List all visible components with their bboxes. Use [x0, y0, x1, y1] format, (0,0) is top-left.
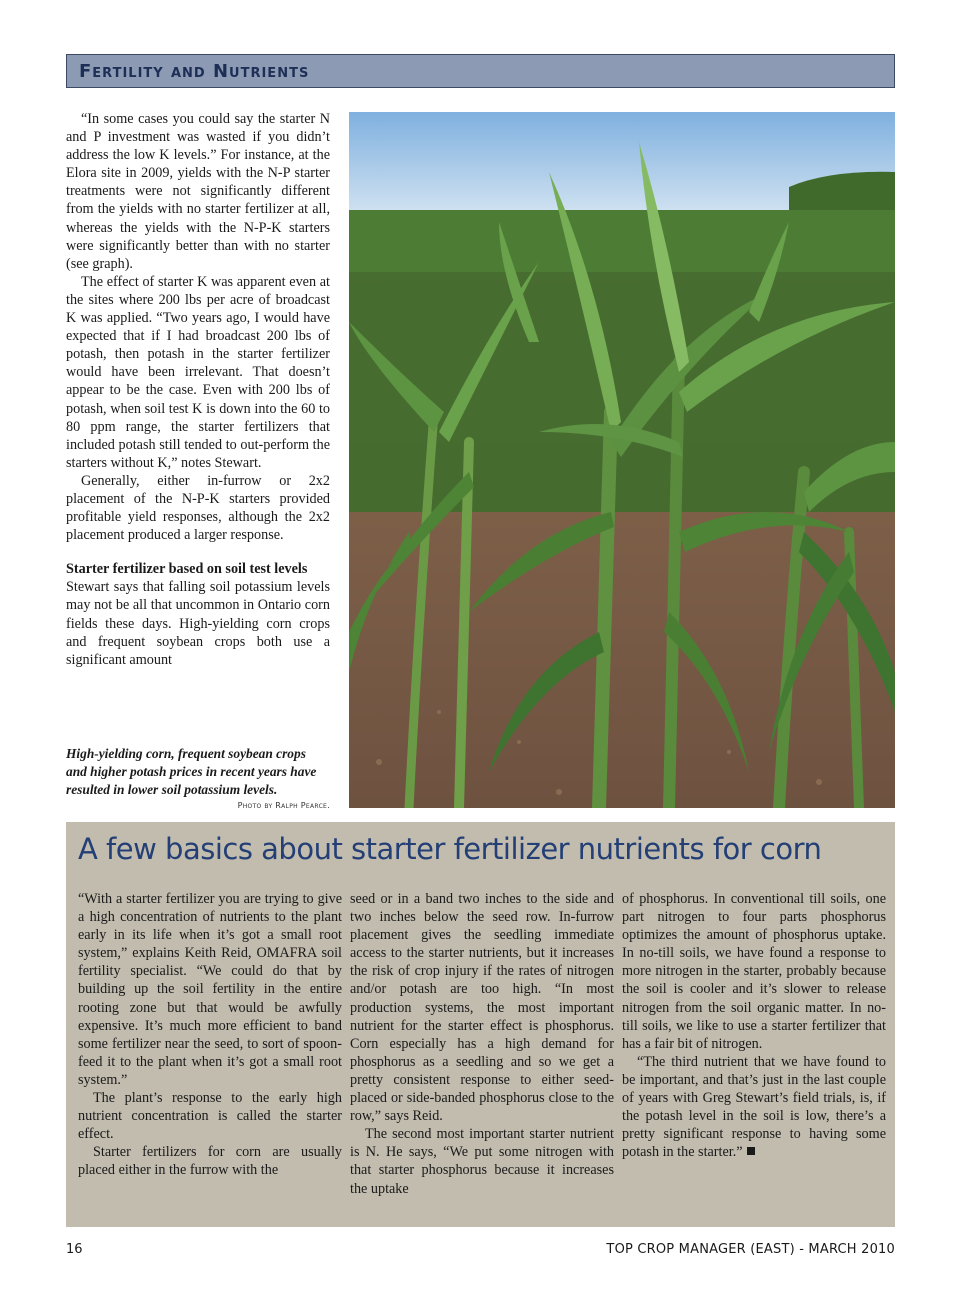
sidebar-box	[66, 822, 895, 1227]
publication-footer: TOP CROP MANAGER (EAST) - MARCH 2010	[606, 1242, 895, 1257]
sidebar-title: A few basics about starter fertilizer nutrients for corn	[78, 832, 822, 866]
section-header-bar	[66, 54, 895, 88]
left-paragraph-2: The effect of starter K was apparent even at the sites where 200 lbs per acre of broadcast K was applied. “Two years ago, I would have expected that if I had broadcast 200 lbs of potash, then potash in the starter fertilizer would have been irrelevant. That doesn’t appear to be the case. Even with 200 lbs of potash, when soil test K is down into the 60 to 80 ppm range, the starter fertilizers that included potash still tended to out-perform the starters without K,” notes Stewart.	[66, 273, 330, 471]
page-number: 16	[66, 1242, 83, 1257]
corn-field-photo	[349, 112, 895, 808]
sidebar-col2-paragraph-1: seed or in a band two inches to the side and two inches below the seed row. In-furrow placement gives the seedling immediate access to the starter nutrients, but it increases the risk of crop injury if the rates of nitrogen and/or potash are too high. “In most production systems, the most important nutrient for the starter effect is phosphorus. Corn especially has a high demand for phosphorus as a seedling and so we get a pretty consistent response to either seed-placed or side-banded phosphorus close to the row,” says Reid.	[350, 891, 614, 1125]
left-paragraph-4: Stewart says that falling soil potassium levels may not be all that uncommon in Ontario corn fields these days. High-yielding corn crops and frequent soybean crops both use a significant amount	[66, 579, 330, 668]
sidebar-col1-paragraph-1: “With a starter fertilizer you are trying to give a high concentration of nutrients to the plant early in its life when it’s got a small root system,” explains Keith Reid, OMAFRA soil fertility specialist. “We could do that by building up the soil fertility in the entire rooting zone but that would be awfully expensive. It’s much more efficient to band some fertilizer near the seed, to sort of spoon-feed it to the plant when it’s got a small root system.”	[78, 891, 342, 1088]
sidebar-col3-paragraph-1: of phosphorus. In conventional till soils, one part nitrogen to four parts phosphorus optimizes the amount of phosphorus uptake. In no-till soils, we have found a response to more nitrogen in the starter, probably because the soil is cooler and it’s slower to release nitrogen from the soil organic matter. In no-till soils, we like to use a starter fertilizer that has a fair bit of nitrogen.	[622, 891, 886, 1052]
photo-caption: High-yielding corn, frequent soybean crops and higher potash prices in recent years have resulted in lower soil potassium levels.	[66, 746, 317, 797]
sidebar-column-2	[350, 890, 614, 1198]
sidebar-col3-paragraph-2	[622, 1053, 886, 1162]
photo-credit: Photo by Ralph Pearce.	[237, 801, 330, 810]
left-article-column	[66, 110, 330, 669]
left-paragraph-1: “In some cases you could say the starter N and P investment was wasted if you didn’t address the low K levels.” For instance, at the Elora site in 2009, yields with the N-P starter treatments were not significantly different from the yields with no starter fertilizer at all, whereas the yields with the N-P-K starters were significantly better than with no starter (see graph).	[66, 111, 330, 272]
sidebar-column-3	[622, 890, 886, 1161]
sidebar-col1-paragraph-2: The plant’s response to the early high nutrient concentration is called the starter effect.	[78, 1090, 342, 1143]
sidebar-col3-paragraph-2-text: “The third nutrient that we have found to be important, and that’s just in the last couple of years with Greg Stewart’s field trials, is, if the potash level in the soil is low, there’s a pretty significant response to having some potash in the starter.”	[622, 1053, 886, 1161]
left-paragraph-3: Generally, either in-furrow or 2x2 placement of the N-P-K starters provided profitable yield responses, although the 2x2 placement produced a larger response.	[66, 472, 330, 544]
end-mark-icon	[747, 1147, 755, 1155]
sidebar-column-1	[78, 890, 342, 1180]
section-header-title: Fertility and Nutrients	[79, 61, 310, 82]
sidebar-col2-paragraph-2: The second most important starter nutrient is N. He says, “We put some nitrogen with that starter phosphorus because it increases the uptake	[350, 1126, 614, 1197]
left-subhead: Starter fertilizer based on soil test levels	[66, 561, 308, 578]
sidebar-col1-paragraph-3: Starter fertilizers for corn are usually placed either in the furrow with the	[78, 1144, 342, 1179]
